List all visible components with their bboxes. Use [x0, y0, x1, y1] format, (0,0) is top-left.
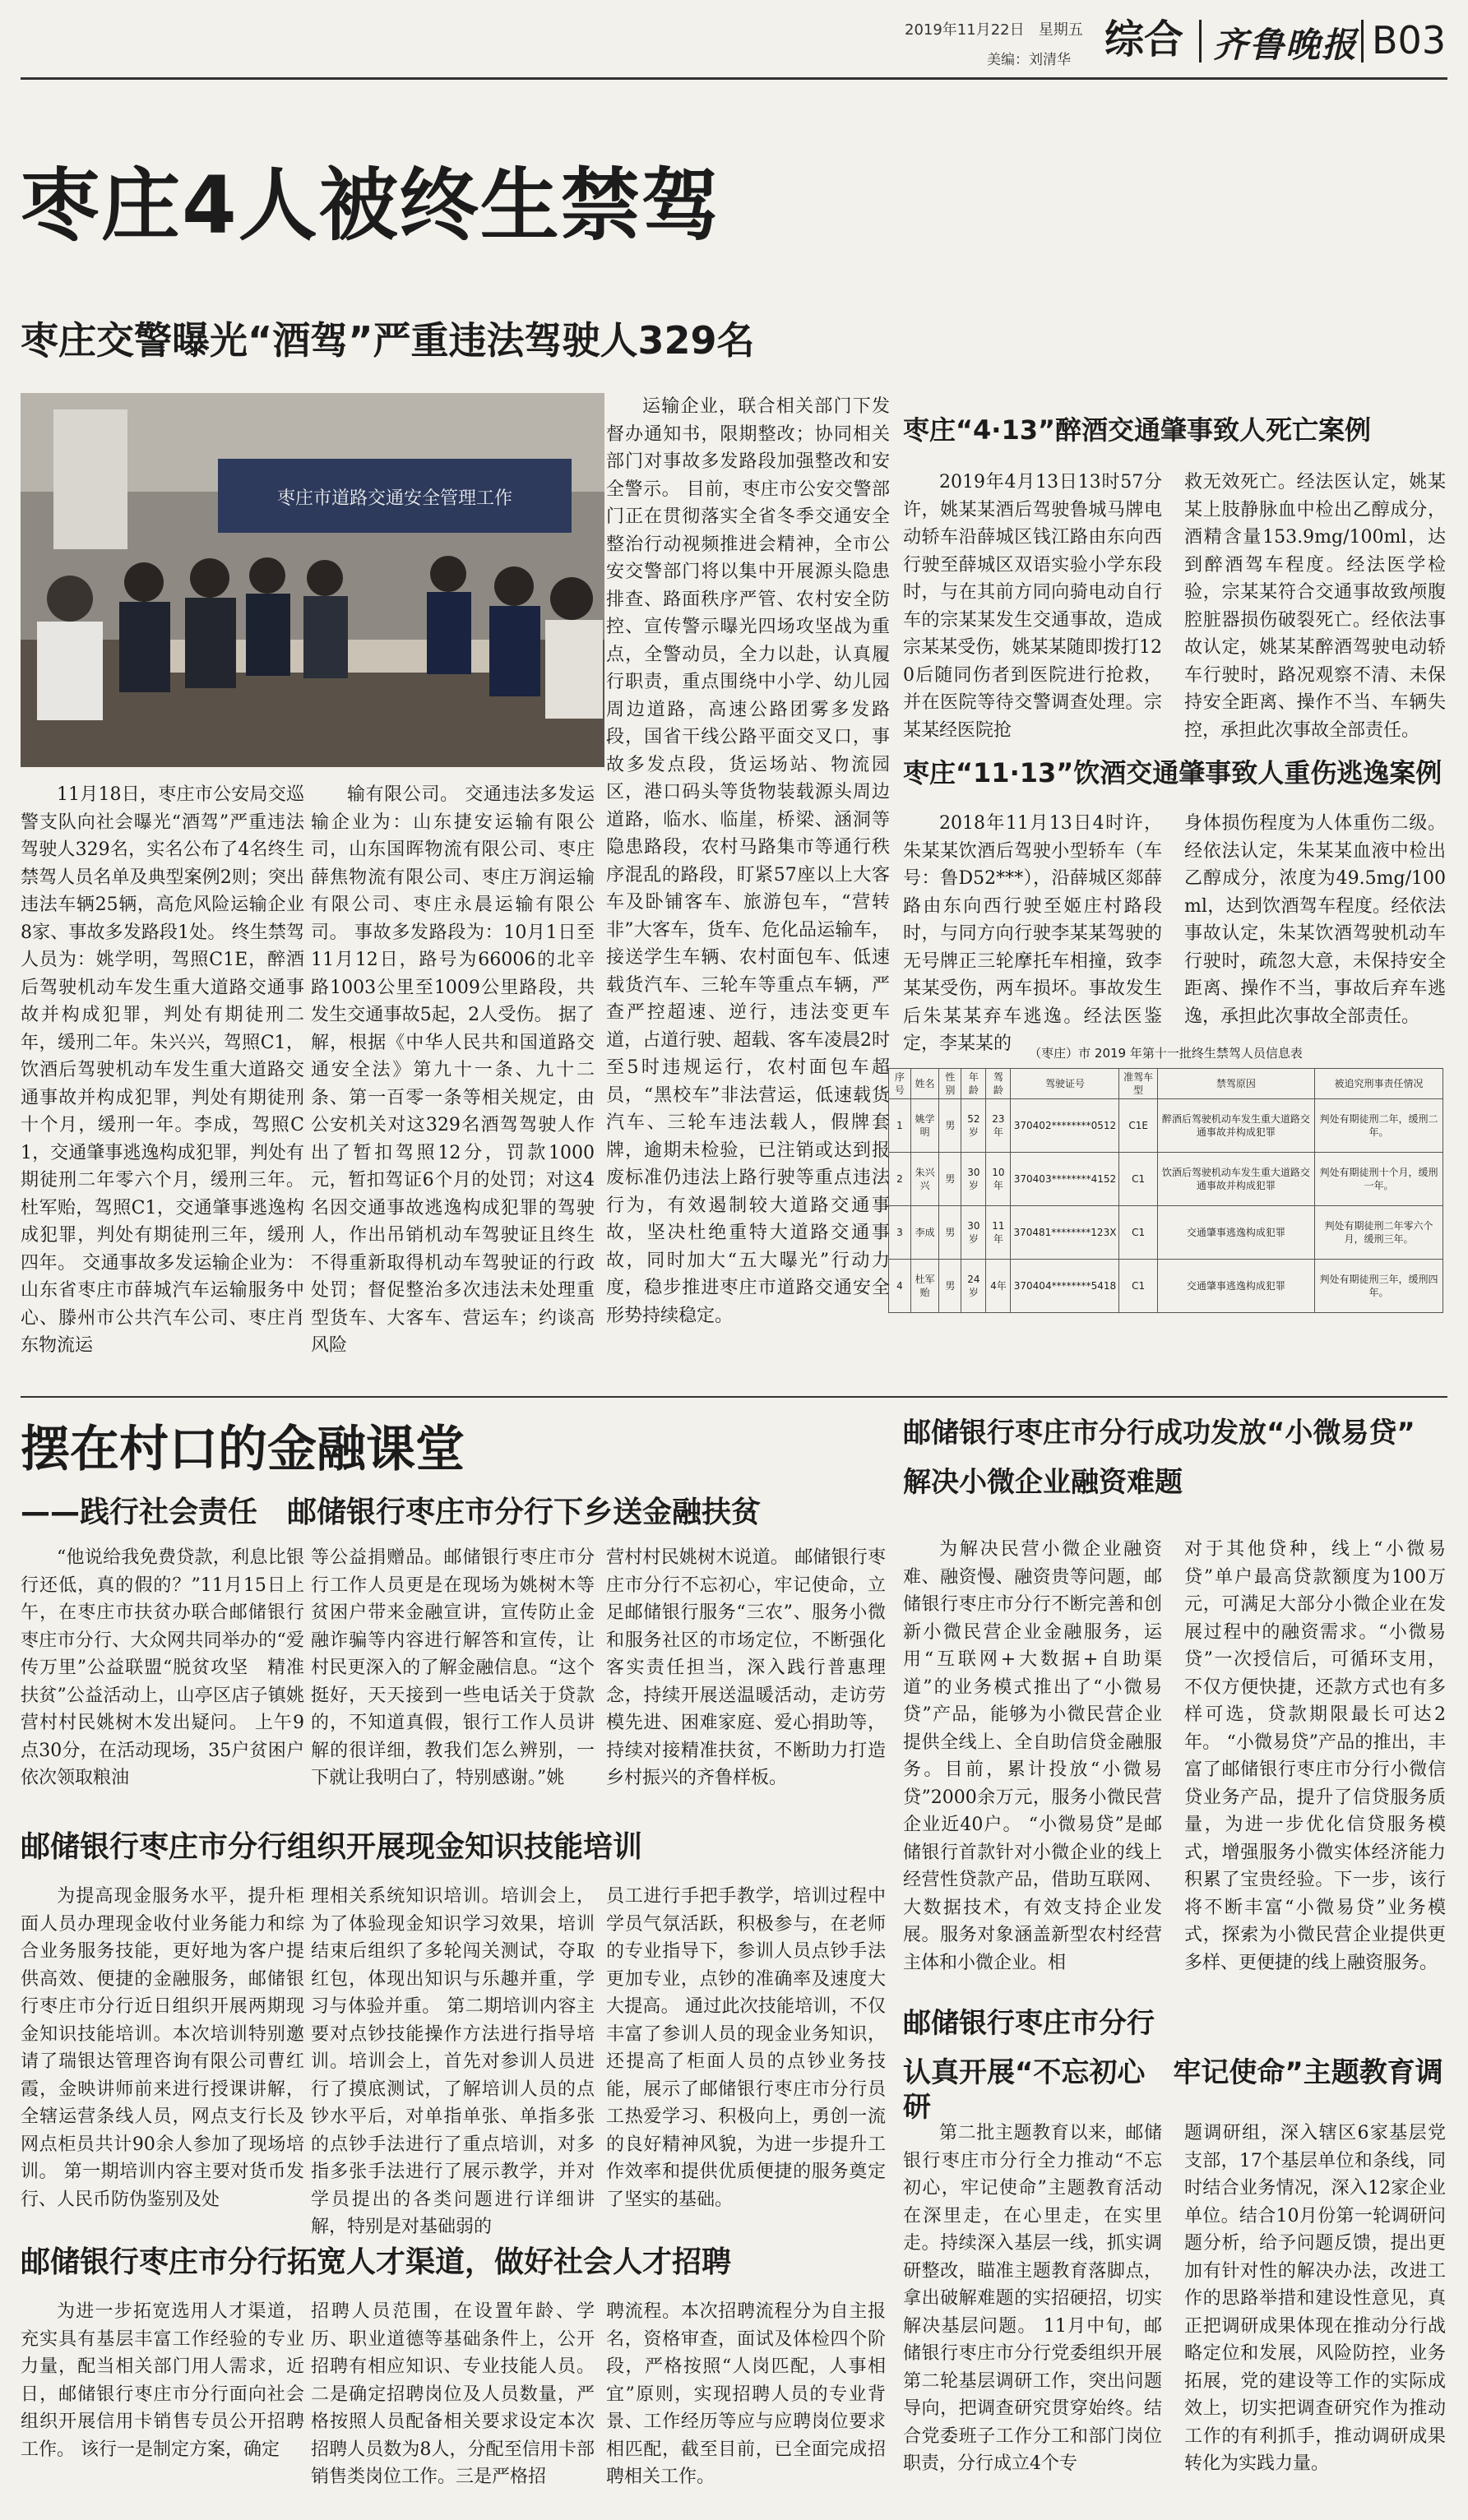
table-cell: 23年: [986, 1099, 1011, 1153]
newspaper-logo: 齐鲁晚报: [1213, 25, 1359, 65]
article3-col2: 理相关系统知识培训。培训会上，为了体验现金知识学习效果，培训结束后组织了多轮闯关测试，夺取红包，体现出知识与乐趣并重，学习与体验并重。 第二期培训内容主要对点钞技能操作方法进行指导培训。培训会上，首先对参训人员进行了摸底测试，了解培训人员的点钞水平后，对单指单张、单指多张的点钞手法进行了重点培训，对多指多张手法进行了展示教学，并对学员提出的各类问题进行详细讲解，特别是对基础弱的: [311, 1886, 595, 2237]
case1-title: 枣庄“4·13”醉酒交通肇事致人死亡案例: [903, 414, 1372, 446]
table-cell: 2: [889, 1153, 911, 1206]
table-cell: 交通肇事逃逸构成犯罪: [1157, 1206, 1314, 1260]
case1-col-right: 救无效死亡。经法医认定，姚某某上肢静脉血中检出乙醇成分，酒精含量153.9mg/100ml，达到醉酒驾车程度。经法医学检验，宗某某符合交通事故致颅腹腔脏器损伤破裂死亡。经依法事故认定，姚某某醉酒驾驶电动轿车行驶时，路况观察不清、未保持安全距离、操作不当、车辆失控，承担此次事故全部责任。: [1184, 472, 1446, 741]
article1-col1: 11月18日，枣庄市公安局交巡警支队向社会曝光“酒驾”严重违法驾驶人329名，实名公布了4名终生禁驾人员名单及典型案例2则；突出违法车辆25辆，高危风险运输企业8家、事故多发路段1处。 终生禁驾人员为：姚学明，驾照C1E，醉酒后驾驶机动车发生重大道路交通事故并构成犯罪，判处有期徒刑二年，缓刑二年。朱兴兴，驾照C1，饮酒后驾驶机动车发生重大道路交通事故并构成犯罪，判处有期徒刑十个月，缓刑一年。李成，驾照C1，交通肇事逃逸构成犯罪，判处有期徒刑二年零六个月，缓刑三年。杜军贻，驾照C1，交通肇事逃逸构成犯罪，判处有期徒刑三年，缓刑四年。 交通事故多发运输企业为：山东省枣庄市薛城汽车运输服务中心、滕州市公共汽车公司、枣庄肖东物流运: [21, 784, 304, 1356]
article3-col1: 为提高现金服务水平，提升柜面人员办理现金收付业务能力和综合业务服务技能，更好地为客户提供高效、便捷的金融服务，邮储银行枣庄市分行近日组织开展两期现金知识技能培训。本次培训特别邀请了瑞银达管理咨询有限公司曹红霞，金映讲师前来进行授课讲解，全辖运营条线人员，网点支行长及网点柜员共计90余人参加了现场培训。 第一期培训内容主要对货币发行、人民币防伪鉴别及处: [21, 1886, 304, 2210]
article5-title: 邮储银行枣庄市分行成功发放“小微易贷”: [903, 1417, 1415, 1450]
article1-col3: 运输企业，联合相关部门下发督办通知书，限期整改；协同相关部门对事故多发路段加强整改和安全警示。 目前，枣庄市公安交警部门正在贯彻落实全省冬季交通安全整治行动视频推进会精神，全市公安交警部门将以集中开展源头隐患排查、路面秩序严管、农村安全防控、宣传警示曝光四场攻坚战为重点，全警动员，全力以赴，认真履行职责，重点围绕中小学、幼儿园周边道路，高速公路团雾多发路段，国省干线公路平面交叉口，事故多发点段，货运场站、物流园区，港口码头等货物装载源头周边道路，临水、临崖，桥梁、涵洞等隐患路段，农村马路集市等通行秩序混乱的路段，盯紧57座以上大客车及卧铺客车、旅游包车，“营转非”大客车，货车、危化品运输车，接送学生车辆、农村面包车、低速载货汽车、三轮车等重点车辆，严查严控超速、逆行，违法变更车道，占道行驶、超载、客车凌晨2时至5时违规运行，农村面包车超员，“黑校车”非法营运，低速载货汽车、三轮车违法载人，假牌套牌，逾期未检验，已注销或达到报废标准仍违法上路行驶等重点违法行为，有效遏制较大道路交通事故，坚决杜绝重特大道路交通事故，同时加大“五大曝光”行动力度，稳步推进枣庄市道路交通安全形势持续稳定。: [606, 396, 890, 1326]
table-cell: 男: [939, 1260, 961, 1313]
article6-col2: 题调研组，深入辖区6家基层党支部，17个基层单位和条线，同时结合业务情况，深入12家企业单位。结合10月份第一轮调研问题分析，给予问题反馈，提出更加有针对性的解决办法，改进工作的思路举措和建设性意见，真正把调研成果体现在推动分行战略定位和发展，风险防控，业务拓展，党的建设等工作的实际成效上，切实把调查研究作为推动工作的有利抓手，推动调研成果转化为实践力量。: [1184, 2123, 1446, 2474]
table-cell: C1: [1119, 1206, 1158, 1260]
article2-title: 摆在村口的金融课堂: [21, 1421, 465, 1478]
table-cell: 判处有期徒刑二年零六个月，缓刑三年。: [1314, 1206, 1443, 1260]
table-cell: 判处有期徒刑二年，缓刑二年。: [1314, 1099, 1443, 1153]
table-cell: 10年: [986, 1153, 1011, 1206]
article5-col2: 对于其他贷种，线上“小微易贷”单户最高贷款额度为100万元，可满足大部分小微企业在发展过程中的融资需求。“小微易贷”一次授信后，可循环支用，不仅方便快捷，还款方式也有多样可选，贷款期限最长可达2年。 “小微易贷”产品的推出，丰富了邮储银行枣庄市分行小微信贷业务产品，提升了信贷服务质量，为进一步优化信贷服务模式，增强服务小微实体经济能力积累了宝贵经验。下一步，该行将不断丰富“小微易贷”业务模式，探索为小微民营企业提供更多样、更便捷的线上融资服务。: [1184, 1539, 1446, 1973]
case2-title: 枣庄“11·13”饮酒交通肇事致人重伤逃逸案例: [903, 757, 1443, 788]
article3-title: 邮储银行枣庄市分行组织开展现金知识技能培训: [21, 1830, 643, 1864]
article6-col1: 第二批主题教育以来，邮储银行枣庄市分行全力推动“不忘初心，牢记使命”主题教育活动在深里走，在心里走，在实里走。持续深入基层一线，抓实调研整改，瞄准主题教育落脚点，拿出破解难题的实招硬招，切实解决基层问题。 11月中旬，邮储银行枣庄市分行党委组织开展第二轮基层调研工作，突出问题导向，把调查研究贯穿始终。结合党委班子工作分工和部门岗位职责，分行成立4个专: [903, 2123, 1162, 2474]
article6-title: 邮储银行枣庄市分行: [903, 2007, 1155, 2040]
header-divider: [1361, 20, 1364, 62]
table-header-cell: 序号: [889, 1069, 911, 1099]
article4-col3: 聘流程。本次招聘流程分为自主报名，资格审查，面试及体检四个阶段，严格按照“人岗匹配，人事相宜”原则，实现招聘人员的专业背景、工作经历等应与应聘岗位要求相匹配，截至目前，已全面完成招聘相关工作。: [606, 2301, 886, 2487]
issue-date: 2019年11月22日: [905, 21, 1025, 39]
article6-subtitle: 认真开展“不忘初心 牢记使命”主题教育调研: [903, 2056, 1443, 2124]
banned-drivers-table: [888, 1068, 1443, 1313]
article3-col3: 员工进行手把手教学，培训过程中学员气氛活跃，积极参与，在老师的专业指导下，参训人员点钞手法更加专业，点钞的准确率及速度大大提高。 通过此次技能培训，不仅丰富了参训人员的现金业务知识，还提高了柜面人员的点钞业务技能，展示了邮储银行枣庄市分行员工热爱学习、积极向上，勇创一流的良好精神风貌，为进一步提升工作效率和提供优质便捷的服务奠定了坚实的基础。: [606, 1886, 886, 2210]
headline-sub: 枣庄交警曝光“酒驾”严重违法驾驶人329名: [21, 318, 755, 363]
article4-col2: 招聘人员范围，在设置年龄、学历、职业道德等基础条件上，公开招聘有相应知识、专业技能人员。二是确定招聘岗位及人员数量，严格按照人员配备相关要求设定本次招聘人员数为8人，分配至信用卡部销售类岗位工作。三是严格招: [311, 2301, 595, 2487]
table-header-cell: 驾驶证号: [1011, 1069, 1119, 1099]
article2-col3: 营村村民姚树木说道。 邮储银行枣庄市分行不忘初心，牢记使命，立足邮储银行服务“三农”、服务小微和服务社区的市场定位，不断强化客实责任担当，深入践行普惠理念，持续开展送温暖活动，走访劳模先进、困难家庭、爱心捐助等，持续对接精准扶贫，不断助力打造乡村振兴的齐鲁样板。: [606, 1547, 886, 1788]
table-cell: 男: [939, 1206, 961, 1260]
table-cell: 男: [939, 1153, 961, 1206]
table-cell: 饮酒后驾驶机动车发生重大道路交通事故并构成犯罪: [1157, 1153, 1314, 1206]
table-cell: 醉酒后驾驶机动车发生重大道路交通事故并构成犯罪: [1157, 1099, 1314, 1153]
banned-drivers-table-block: [888, 1044, 1443, 1313]
table-cell: C1E: [1119, 1099, 1158, 1153]
section-name: 综合: [1104, 16, 1184, 62]
article4-title: 邮储银行枣庄市分行拓宽人才渠道，做好社会人才招聘: [21, 2245, 732, 2279]
table-cell: 朱兴兴: [910, 1153, 939, 1206]
table-header-cell: 性别: [939, 1069, 961, 1099]
table-cell: 李成: [910, 1206, 939, 1260]
table-header-cell: 驾龄: [986, 1069, 1011, 1099]
table-cell: C1: [1119, 1260, 1158, 1313]
table-row: [889, 1260, 1443, 1313]
table-cell: 52岁: [961, 1099, 986, 1153]
table-cell: 判处有期徒刑十个月，缓刑一年。: [1314, 1153, 1443, 1206]
meeting-photo: [21, 393, 604, 767]
table-title: （枣庄）市 2019 年第十一批终生禁驾人员信息表: [1029, 1046, 1303, 1061]
table-cell: 交通肇事逃逸构成犯罪: [1157, 1260, 1314, 1313]
table-cell: 30岁: [961, 1153, 986, 1206]
table-header-row: [889, 1069, 1443, 1099]
photo-banner-text: 枣庄市道路交通安全管理工作: [276, 488, 513, 509]
case1-col-left: 2019年4月13日13时57分许，姚某某酒后驾驶鲁城马牌电动轿车沿薛城区钱江路由东向西行驶至薛城区双语实验小学东段时，与在其前方同向骑电动自行车的宗某某发生交通事故，造成宗某某受伤，姚某某随即拨打120后随同伤者到医院进行抢救，并在医院等待交警调查处理。宗某某经医院抢: [903, 472, 1162, 741]
table-row: [889, 1206, 1443, 1260]
header-divider: [1199, 20, 1202, 62]
case2-col-left: 2018年11月13日4时许，朱某某饮酒后驾驶小型轿车（车号：鲁D52***），沿薛城区郯薛路由东向西行驶至姬庄村路段时，与同方向行驶李某某驾驶的无号牌正三轮摩托车相撞，致李某某受伤，两车损坏。事故发生后朱某某弃车逃逸。经法医鉴定，李某某的: [903, 813, 1162, 1054]
issue-weekday: 星期五: [1038, 21, 1083, 39]
table-cell: 24岁: [961, 1260, 986, 1313]
article5-col1: 为解决民营小微企业融资难、融资慢、融资贵等问题，邮储银行枣庄市分行不断完善和创新小微民营企业金融服务，运用“互联网+大数据+自助渠道”的业务模式推出了“小微易贷”产品，能够为小微民营企业提供全线上、全自助信贷金融服务。目前，累计投放“小微易贷”2000余万元，服务小微民营企业近40户。 “小微易贷”是邮储银行首款针对小微企业的线上经营性贷款产品，借助互联网、大数据技术，有效支持企业发展。服务对象涵盖新型农村经营主体和小微企业。相: [903, 1539, 1162, 1973]
editor-credit: 美编：刘清华: [987, 52, 1071, 68]
article2-col1: “他说给我免费贷款，利息比银行还低，真的假的？”11月15日上午，在枣庄市扶贫办联合邮储银行枣庄市分行、大众网共同举办的“爱传万里”公益联盟“脱贫攻坚 精准扶贫”公益活动上，山亭区店子镇姚营村村民姚树木发出疑问。 上午9点30分，在活动现场，35户贫困户依次领取粮油: [21, 1547, 304, 1788]
table-cell: 30岁: [961, 1206, 986, 1260]
table-cell: 370403********4152: [1011, 1153, 1119, 1206]
table-row: [889, 1153, 1443, 1206]
page-number: B03: [1372, 18, 1447, 62]
table-cell: 4年: [986, 1260, 1011, 1313]
table-cell: 杜军贻: [910, 1260, 939, 1313]
table-row: [889, 1099, 1443, 1153]
case2-col-right: 身体损伤程度为人体重伤二级。经依法认定，朱某某血液中检出乙醇成分，浓度为49.5mg/100ml，达到饮酒驾车程度。经依法事故认定，朱某饮酒驾驶机动车行驶时，疏忽大意，未保持安全距离、操作不当，事故后弃车逃逸，承担此次事故全部责任。: [1184, 813, 1446, 1027]
article4-col1: 为进一步拓宽选用人才渠道，充实具有基层丰富工作经验的专业力量，配当相关部门用人需求，近日，邮储银行枣庄市分行面向社会组织开展信用卡销售专员公开招聘工作。 该行一是制定方案，确定: [21, 2301, 304, 2460]
table-cell: 判处有期徒刑三年，缓刑四年。: [1314, 1260, 1443, 1313]
section-rule: [21, 1396, 1447, 1398]
table-cell: 1: [889, 1099, 911, 1153]
article2-subtitle: ——践行社会责任 邮储银行枣庄市分行下乡送金融扶贫: [21, 1496, 762, 1529]
table-cell: 男: [939, 1099, 961, 1153]
table-cell: 姚学明: [910, 1099, 939, 1153]
table-header-cell: 被追究刑事责任情况: [1314, 1069, 1443, 1099]
table-cell: 11年: [986, 1206, 1011, 1260]
table-header-cell: 禁驾原因: [1157, 1069, 1314, 1099]
table-header-cell: 年龄: [961, 1069, 986, 1099]
table-cell: 3: [889, 1206, 911, 1260]
header-rule: [21, 77, 1447, 80]
table-header-cell: 准驾车型: [1119, 1069, 1158, 1099]
headline-main: 枣庄4人被终生禁驾: [21, 160, 722, 252]
table-header-cell: 姓名: [910, 1069, 939, 1099]
table-cell: 4: [889, 1260, 911, 1313]
header-date-line: [905, 18, 1083, 39]
article5-subtitle: 解决小微企业融资难题: [903, 1466, 1183, 1499]
article2-col2: 等公益捐赠品。邮储银行枣庄市分行工作人员更是在现场为姚树木等贫困户带来金融宣讲，宣传防止金融诈骗等内容进行解答和宣传，让村民更深入的了解金融信息。“这个挺好，天天接到一些电话关于贷款的，不知道真假，银行工作人员讲解的很详细，教我们怎么辨别，一下就让我明白了，特别感谢。”姚: [311, 1547, 595, 1788]
table-cell: 370404********5418: [1011, 1260, 1119, 1313]
table-cell: C1: [1119, 1153, 1158, 1206]
table-cell: 370481********123X: [1011, 1206, 1119, 1260]
table-cell: 370402********0512: [1011, 1099, 1119, 1153]
article1-col2: 输有限公司。 交通违法多发运输企业为：山东捷安运输有限公司，山东国晖物流有限公司、枣庄薛焦物流有限公司、枣庄万润运输有限公司、枣庄永晨运输有限公司。 事故多发路段为：10月1日至11月12日，路号为66006的北辛路1003公里至1009公里路段，共发生交通事故5起，2人受伤。 据了解，根据《中华人民共和国道路交通安全法》第九十一条、九十二条、第一百零一条等相关规定，由公安机关对这329名酒驾驾驶人作出了暂扣驾照12分，罚款1000元，暂扣驾证6个月的处罚；对这4名因交通事故逃逸构成犯罪的驾驶人，作出吊销机动车驾驶证且终生不得重新取得机动车驾驶证的行政处罚；督促整治多次违法未处理重型货车、大客车、营运车；约谈高风险: [311, 784, 595, 1356]
